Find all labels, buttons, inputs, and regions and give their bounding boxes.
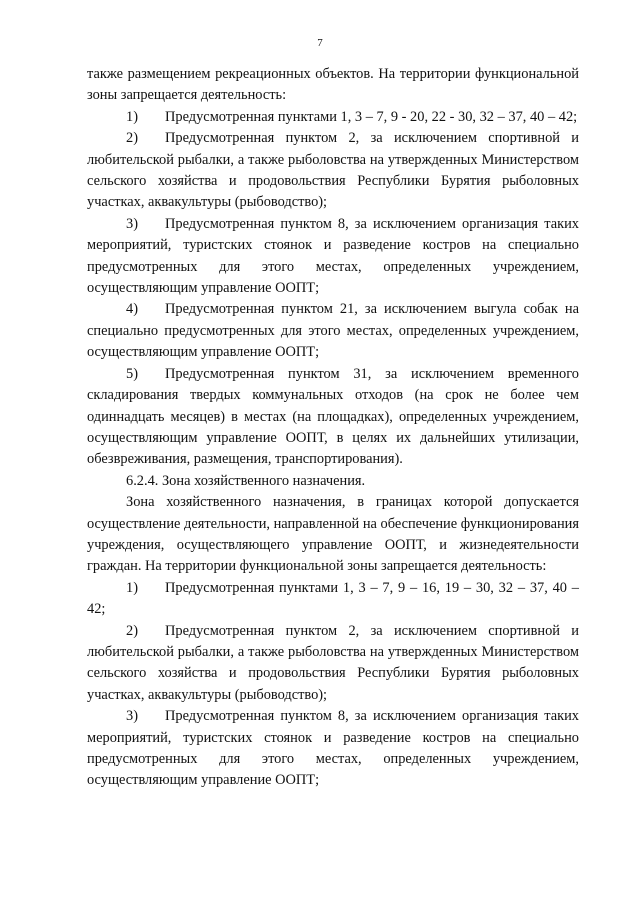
paragraph-continued: также размещением рекреационных объектов. На территории функциональной зоны запрещается деятельность: [87,66,579,104]
list-item [87,299,579,363]
list-item-number: 2) [126,622,138,639]
list-item-number: 3) [126,215,138,232]
list-item [87,706,579,792]
list-item [87,621,579,707]
section-heading: 6.2.4. Зона хозяйственного назначения. [126,472,366,489]
list-item-text: Предусмотренная пунктом 8, за исключением организация таких мероприятий, туристских стоянок и разведение костров на специально предусмотренных для этого местах, определенных учреждением, осуществляющим управление ООПТ; [87,708,579,789]
list-item-number: 5) [126,365,138,382]
list-item-number: 3) [126,708,138,725]
list-item-number: 4) [126,301,138,318]
list-item [87,578,579,621]
list-item-text: Предусмотренная пунктом 8, за исключением организация таких мероприятий, туристских стоянок и разведение костров на специально предусмотренных для этого местах, определенных учреждением, осуществляющим управление ООПТ; [87,215,579,297]
page-number: 7 [317,37,323,49]
list-item-number: 1) [126,579,138,596]
list-item-text: Предусмотренная пунктами 1, 3 – 7, 9 – 16, 19 – 30, 32 – 37, 40 – 42; [87,579,579,618]
list-item-number: 1) [126,108,138,125]
list-item [87,364,579,471]
document-body [87,64,579,792]
list-item-text: Предусмотренная пунктом 2, за исключением спортивной и любительской рыбалки, а также рыболовства на утвержденных Министерством сельского хозяйства и продовольствия Республики Бурятия рыболовных участках, аквакультуры (рыбоводство); [87,622,579,703]
list-item-text: Предусмотренная пунктами 1, 3 – 7, 9 - 20, 22 - 30, 32 – 37, 40 – 42; [165,108,578,125]
list-item [87,128,579,214]
list-item-text: Предусмотренная пунктом 21, за исключением выгула собак на специально предусмотренных для этого местах, определенных учреждением, осуществляющим управление ООПТ; [87,301,579,361]
list-item-text: Предусмотренная пунктом 31, за исключением временного складирования твердых коммунальных отходов (на срок не более чем одиннадцать месяцев) в местах (на площадках), определенных учреждением, осуществляющим управление ООПТ, в целях их дальнейших утилизации, обезвреживания, размещения, транспортирования). [87,365,579,468]
list-item-number: 2) [126,130,138,147]
list-item [87,214,579,300]
list-item [87,107,579,128]
paragraph: Зона хозяйственного назначения, в границах которой допускается осуществление деятельности, направленной на обеспечение функционирования учреждения, осуществляющего управление ООПТ, и жизнедеятельности граждан. На территории функциональной зоны запрещается деятельность: [87,494,579,575]
list-item-text: Предусмотренная пунктом 2, за исключением спортивной и любительской рыбалки, а также рыболовства на утвержденных Министерством сельского хозяйства и продовольствия Республики Бурятия рыболовных участках, аквакультуры (рыбоводство); [87,130,579,211]
